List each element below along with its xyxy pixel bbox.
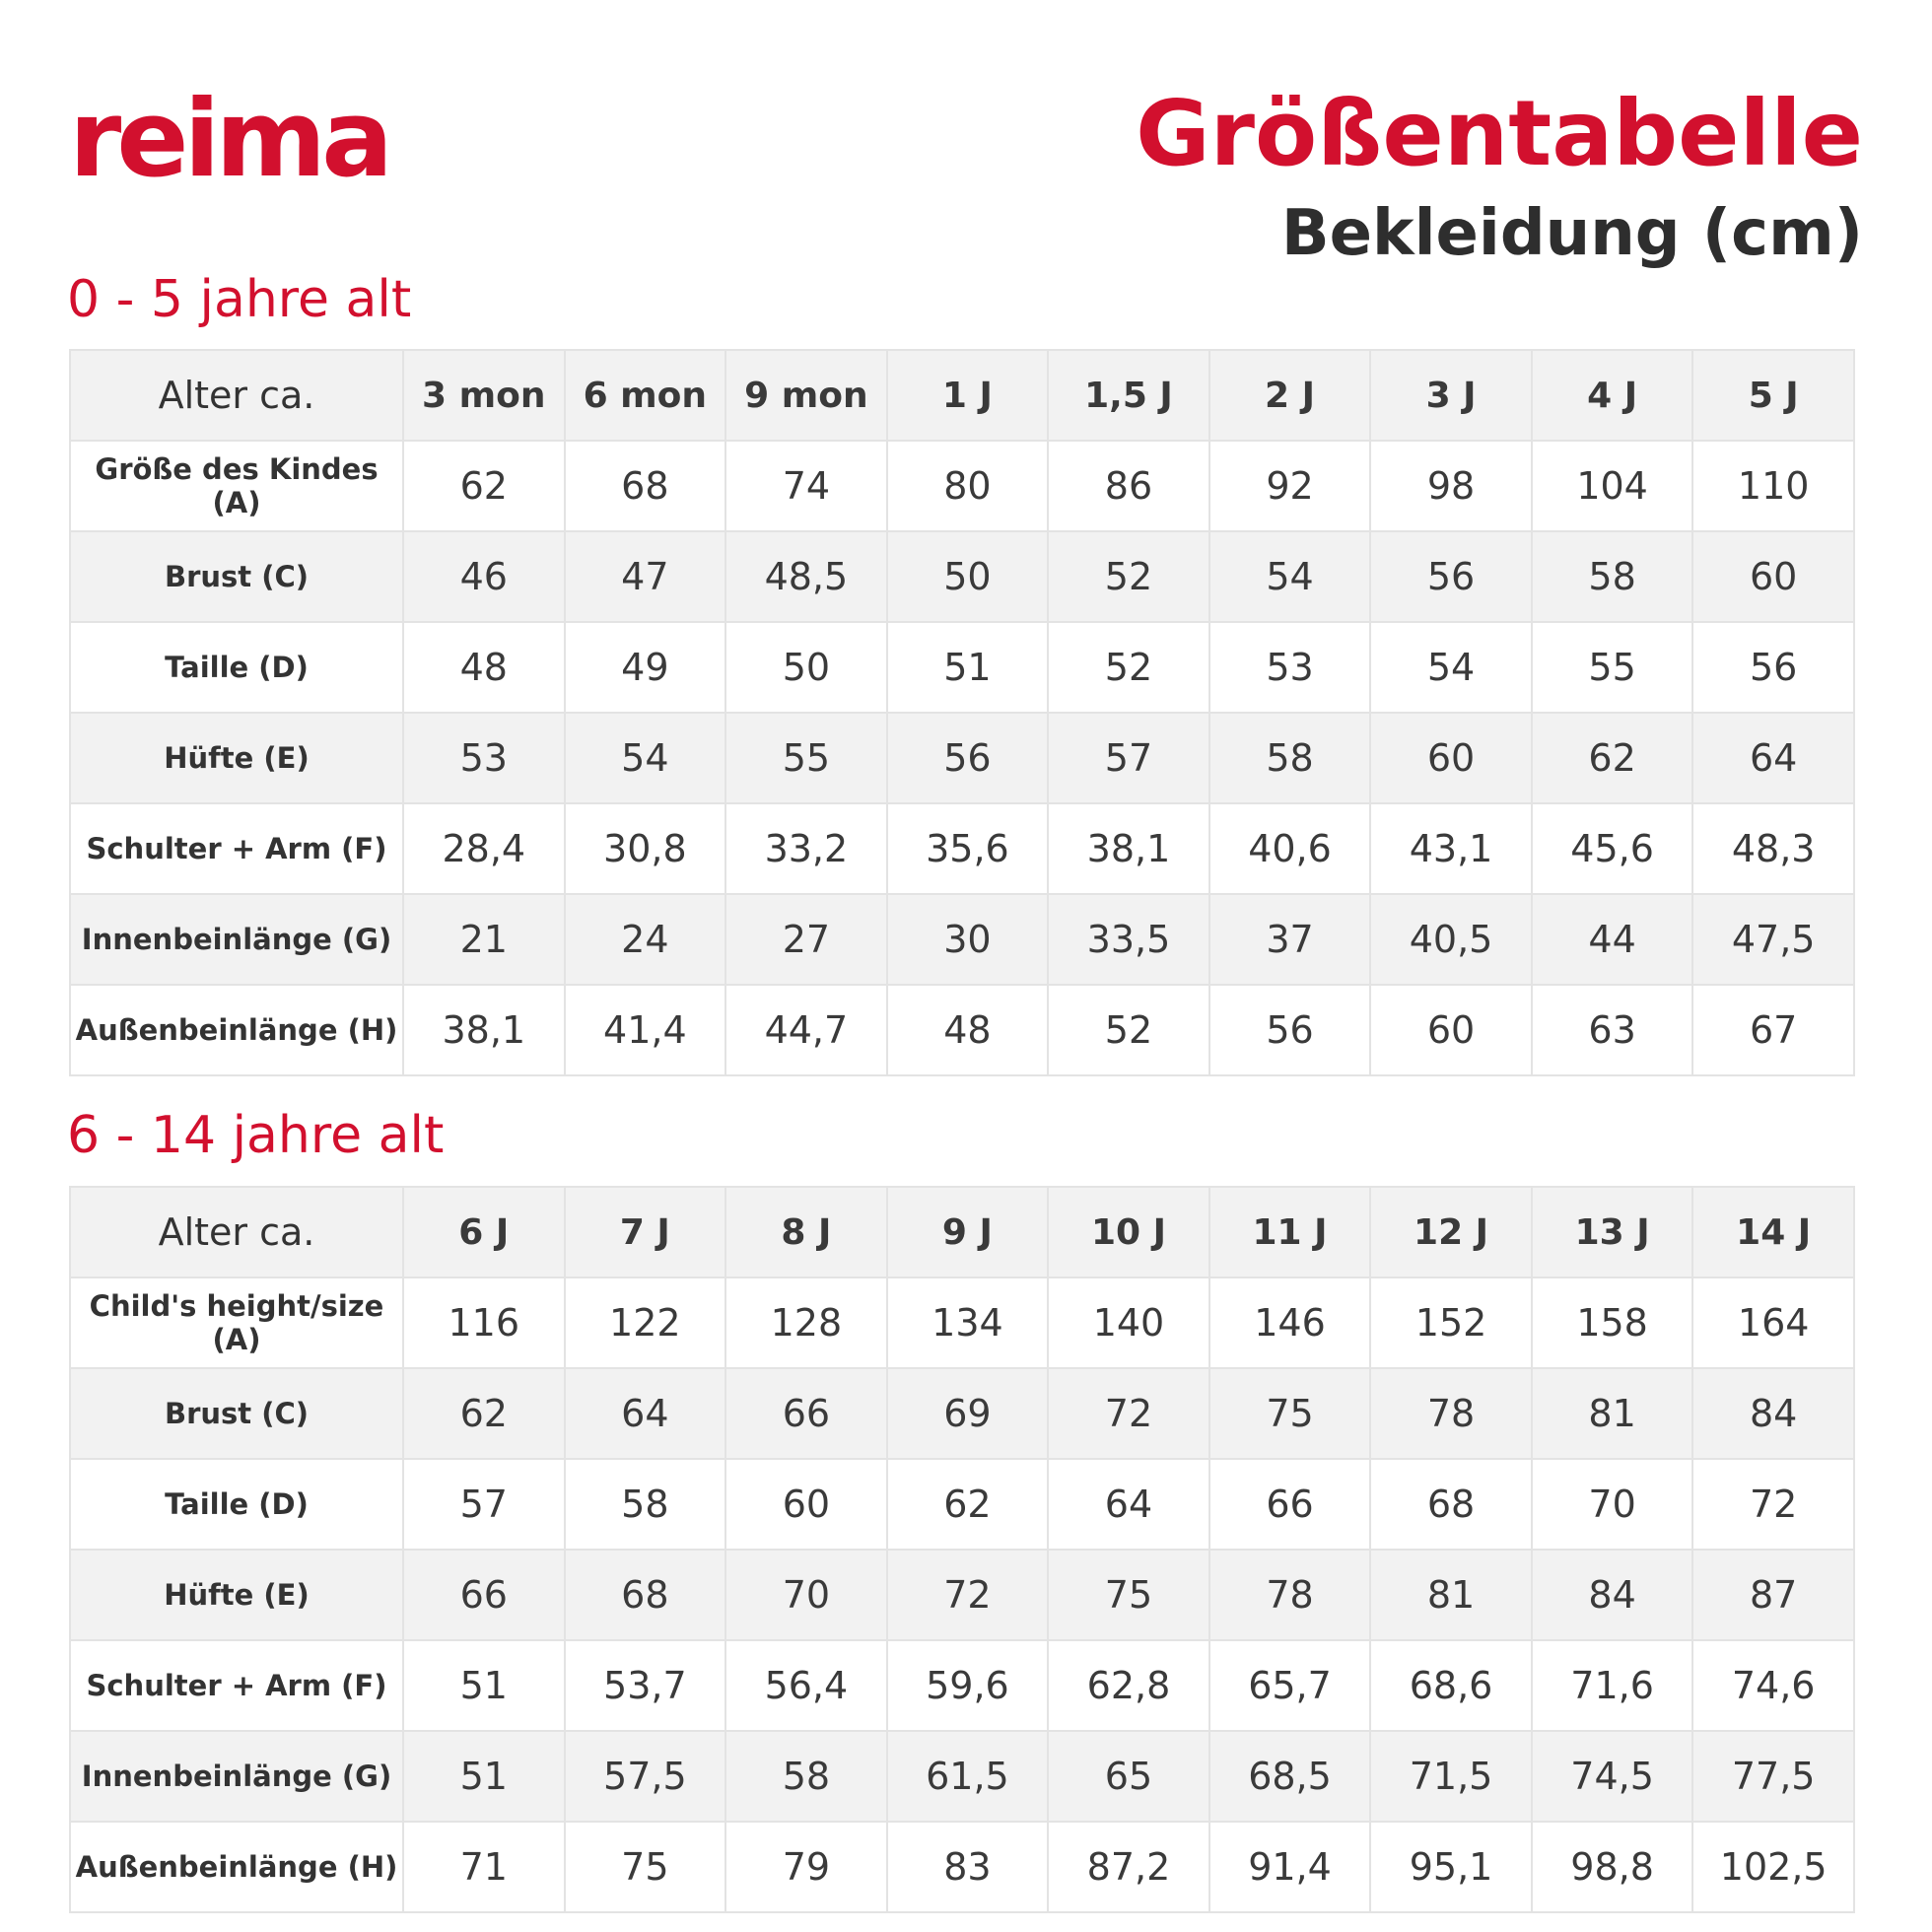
table-row — [70, 1550, 1854, 1640]
table-cell: 102,5 — [1692, 1822, 1854, 1912]
column-header: 1,5 J — [1048, 350, 1209, 441]
section-heading-0-5: 0 - 5 jahre alt — [67, 270, 412, 329]
table-cell: 54 — [565, 713, 726, 803]
column-header: 10 J — [1048, 1187, 1209, 1277]
row-label: Taille (D) — [70, 1459, 403, 1550]
table-cell: 65 — [1048, 1731, 1209, 1822]
table-cell: 81 — [1370, 1550, 1532, 1640]
table-cell: 69 — [887, 1368, 1049, 1459]
table-cell: 62,8 — [1048, 1640, 1209, 1731]
table-cell: 59,6 — [887, 1640, 1049, 1731]
row-label: Taille (D) — [70, 622, 403, 713]
table-cell: 72 — [1048, 1368, 1209, 1459]
table-cell: 84 — [1532, 1550, 1693, 1640]
table-row — [70, 985, 1854, 1075]
column-header: 7 J — [565, 1187, 726, 1277]
column-header: 1 J — [887, 350, 1049, 441]
row-label: Außenbeinlänge (H) — [70, 1822, 403, 1912]
table-cell: 64 — [1692, 713, 1854, 803]
table-cell: 57,5 — [565, 1731, 726, 1822]
table-cell: 28,4 — [403, 803, 565, 894]
column-header: 6 mon — [565, 350, 726, 441]
table-cell: 57 — [403, 1459, 565, 1550]
column-header: 14 J — [1692, 1187, 1854, 1277]
table-cell: 30,8 — [565, 803, 726, 894]
table-cell: 58 — [1209, 713, 1371, 803]
table-cell: 58 — [565, 1459, 726, 1550]
table-cell: 68,5 — [1209, 1731, 1371, 1822]
table-cell: 62 — [403, 441, 565, 531]
row-label: Außenbeinlänge (H) — [70, 985, 403, 1075]
table-cell: 81 — [1532, 1368, 1693, 1459]
corner-label: Alter ca. — [70, 350, 403, 441]
table-cell: 53 — [1209, 622, 1371, 713]
column-header: 5 J — [1692, 350, 1854, 441]
table-cell: 71,6 — [1532, 1640, 1693, 1731]
table-cell: 51 — [403, 1640, 565, 1731]
table-cell: 38,1 — [1048, 803, 1209, 894]
table-cell: 78 — [1209, 1550, 1371, 1640]
table-cell: 56 — [1692, 622, 1854, 713]
table-cell: 75 — [1048, 1550, 1209, 1640]
table-cell: 44,7 — [725, 985, 887, 1075]
column-header: 4 J — [1532, 350, 1693, 441]
table-cell: 86 — [1048, 441, 1209, 531]
table-cell: 54 — [1209, 531, 1371, 622]
table-cell: 27 — [725, 894, 887, 985]
table-cell: 53 — [403, 713, 565, 803]
column-header: 3 mon — [403, 350, 565, 441]
table-cell: 72 — [887, 1550, 1049, 1640]
section-heading-6-14: 6 - 14 jahre alt — [67, 1106, 445, 1165]
table-cell: 70 — [1532, 1459, 1693, 1550]
row-label: Hüfte (E) — [70, 713, 403, 803]
table-cell: 47,5 — [1692, 894, 1854, 985]
table-cell: 40,6 — [1209, 803, 1371, 894]
table-row — [70, 1277, 1854, 1368]
table-cell: 68,6 — [1370, 1640, 1532, 1731]
table-cell: 51 — [887, 622, 1049, 713]
table-cell: 44 — [1532, 894, 1693, 985]
column-header: 9 mon — [725, 350, 887, 441]
table-cell: 128 — [725, 1277, 887, 1368]
table-cell: 21 — [403, 894, 565, 985]
table-cell: 41,4 — [565, 985, 726, 1075]
table-cell: 37 — [1209, 894, 1371, 985]
table-cell: 45,6 — [1532, 803, 1693, 894]
row-label: Hüfte (E) — [70, 1550, 403, 1640]
table-cell: 92 — [1209, 441, 1371, 531]
table-cell: 63 — [1532, 985, 1693, 1075]
table-cell: 46 — [403, 531, 565, 622]
table-cell: 152 — [1370, 1277, 1532, 1368]
size-table-6-14 — [69, 1186, 1855, 1913]
table-cell: 75 — [1209, 1368, 1371, 1459]
row-label: Brust (C) — [70, 531, 403, 622]
column-header: 12 J — [1370, 1187, 1532, 1277]
table-cell: 74 — [725, 441, 887, 531]
table-cell: 164 — [1692, 1277, 1854, 1368]
table-cell: 64 — [1048, 1459, 1209, 1550]
table-cell: 56,4 — [725, 1640, 887, 1731]
table-cell: 68 — [565, 441, 726, 531]
table-cell: 30 — [887, 894, 1049, 985]
table-cell: 60 — [1370, 985, 1532, 1075]
table-cell: 24 — [565, 894, 726, 985]
table-cell: 56 — [1370, 531, 1532, 622]
table-cell: 83 — [887, 1822, 1049, 1912]
table-row — [70, 1459, 1854, 1550]
table-cell: 146 — [1209, 1277, 1371, 1368]
table-cell: 48,5 — [725, 531, 887, 622]
table-cell: 50 — [887, 531, 1049, 622]
table-cell: 64 — [565, 1368, 726, 1459]
table-cell: 98,8 — [1532, 1822, 1693, 1912]
table-cell: 65,7 — [1209, 1640, 1371, 1731]
table-cell: 87,2 — [1048, 1822, 1209, 1912]
table-cell: 50 — [725, 622, 887, 713]
table-row — [70, 441, 1854, 531]
row-label: Schulter + Arm (F) — [70, 1640, 403, 1731]
size-table-0-5 — [69, 349, 1855, 1076]
table-cell: 48,3 — [1692, 803, 1854, 894]
table-cell: 62 — [887, 1459, 1049, 1550]
table-cell: 57 — [1048, 713, 1209, 803]
table-row — [70, 531, 1854, 622]
table-cell: 40,5 — [1370, 894, 1532, 985]
table-cell: 71 — [403, 1822, 565, 1912]
table-cell: 60 — [1370, 713, 1532, 803]
reima-logo: reima — [69, 78, 388, 201]
table-cell: 56 — [1209, 985, 1371, 1075]
table-cell: 35,6 — [887, 803, 1049, 894]
table-cell: 52 — [1048, 531, 1209, 622]
table-cell: 116 — [403, 1277, 565, 1368]
table-cell: 58 — [1532, 531, 1693, 622]
table-cell: 52 — [1048, 622, 1209, 713]
table-cell: 61,5 — [887, 1731, 1049, 1822]
table-cell: 60 — [1692, 531, 1854, 622]
corner-label: Alter ca. — [70, 1187, 403, 1277]
table-cell: 51 — [403, 1731, 565, 1822]
row-label: Größe des Kindes (A) — [70, 441, 403, 531]
table-cell: 62 — [1532, 713, 1693, 803]
table-cell: 91,4 — [1209, 1822, 1371, 1912]
table-cell: 49 — [565, 622, 726, 713]
table-cell: 140 — [1048, 1277, 1209, 1368]
table-cell: 72 — [1692, 1459, 1854, 1550]
table-cell: 68 — [565, 1550, 726, 1640]
table-cell: 33,5 — [1048, 894, 1209, 985]
table-cell: 43,1 — [1370, 803, 1532, 894]
column-header: 13 J — [1532, 1187, 1693, 1277]
page-subtitle: Bekleidung (cm) — [1280, 197, 1863, 270]
table-cell: 77,5 — [1692, 1731, 1854, 1822]
page-title: Größentabelle — [1136, 81, 1863, 186]
table-cell: 87 — [1692, 1550, 1854, 1640]
table-cell: 62 — [403, 1368, 565, 1459]
table-row — [70, 1822, 1854, 1912]
column-header: 9 J — [887, 1187, 1049, 1277]
row-label: Innenbeinlänge (G) — [70, 1731, 403, 1822]
table-cell: 79 — [725, 1822, 887, 1912]
table-cell: 78 — [1370, 1368, 1532, 1459]
table-row — [70, 1368, 1854, 1459]
table-cell: 70 — [725, 1550, 887, 1640]
row-label: Brust (C) — [70, 1368, 403, 1459]
table-cell: 38,1 — [403, 985, 565, 1075]
table-cell: 68 — [1370, 1459, 1532, 1550]
table-row — [70, 894, 1854, 985]
table-cell: 75 — [565, 1822, 726, 1912]
table-cell: 47 — [565, 531, 726, 622]
table-cell: 58 — [725, 1731, 887, 1822]
table-cell: 158 — [1532, 1277, 1693, 1368]
table-header-row — [70, 1187, 1854, 1277]
table-cell: 104 — [1532, 441, 1693, 531]
table-cell: 80 — [887, 441, 1049, 531]
table-cell: 71,5 — [1370, 1731, 1532, 1822]
table-cell: 33,2 — [725, 803, 887, 894]
column-header: 6 J — [403, 1187, 565, 1277]
table-cell: 110 — [1692, 441, 1854, 531]
table-cell: 55 — [725, 713, 887, 803]
table-cell: 52 — [1048, 985, 1209, 1075]
table-cell: 66 — [1209, 1459, 1371, 1550]
table-cell: 60 — [725, 1459, 887, 1550]
table-cell: 48 — [887, 985, 1049, 1075]
table-cell: 134 — [887, 1277, 1049, 1368]
row-label: Innenbeinlänge (G) — [70, 894, 403, 985]
table-row — [70, 622, 1854, 713]
table-cell: 67 — [1692, 985, 1854, 1075]
table-cell: 48 — [403, 622, 565, 713]
table-cell: 84 — [1692, 1368, 1854, 1459]
table-header-row — [70, 350, 1854, 441]
column-header: 11 J — [1209, 1187, 1371, 1277]
table-cell: 66 — [725, 1368, 887, 1459]
row-label: Schulter + Arm (F) — [70, 803, 403, 894]
column-header: 8 J — [725, 1187, 887, 1277]
table-cell: 74,5 — [1532, 1731, 1693, 1822]
table-cell: 55 — [1532, 622, 1693, 713]
table-cell: 56 — [887, 713, 1049, 803]
column-header: 3 J — [1370, 350, 1532, 441]
table-row — [70, 1640, 1854, 1731]
column-header: 2 J — [1209, 350, 1371, 441]
row-label: Child's height/size (A) — [70, 1277, 403, 1368]
table-cell: 74,6 — [1692, 1640, 1854, 1731]
table-row — [70, 1731, 1854, 1822]
table-row — [70, 803, 1854, 894]
table-cell: 122 — [565, 1277, 726, 1368]
table-cell: 98 — [1370, 441, 1532, 531]
table-cell: 66 — [403, 1550, 565, 1640]
table-row — [70, 713, 1854, 803]
table-cell: 53,7 — [565, 1640, 726, 1731]
table-cell: 54 — [1370, 622, 1532, 713]
table-cell: 95,1 — [1370, 1822, 1532, 1912]
